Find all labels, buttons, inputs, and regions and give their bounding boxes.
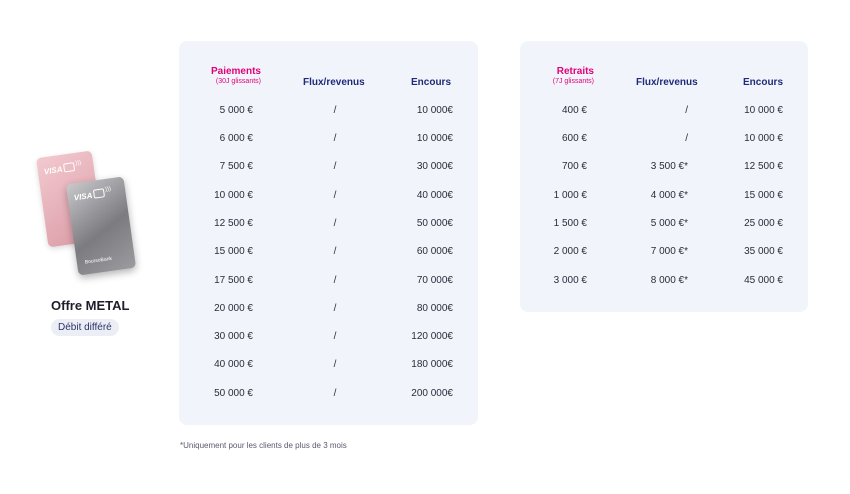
offer-title: Offre METAL — [51, 298, 130, 313]
withdrawal-amount: 3 000 € — [553, 275, 587, 286]
withdrawal-amount: 1 500 € — [553, 218, 587, 229]
withdrawals-encours-header: Encours — [743, 77, 784, 88]
bank-logo: BoursoBank — [84, 255, 113, 266]
payment-flux: / — [333, 190, 337, 201]
payment-encours: 30 000€ — [416, 161, 453, 172]
payment-encours: 180 000€ — [411, 359, 453, 370]
payments-flux-header: Flux/revenus — [303, 77, 365, 88]
payment-amount: 15 000 € — [214, 246, 253, 257]
withdrawal-flux: 7 000 €* — [650, 246, 688, 257]
payment-amount: 10 000 € — [214, 190, 253, 201]
withdrawal-amount: 600 € — [561, 133, 587, 144]
payment-amount: 17 500 € — [214, 275, 253, 286]
payment-amount: 20 000 € — [214, 303, 253, 314]
withdrawal-flux: 4 000 €* — [650, 190, 688, 201]
payment-encours: 10 000€ — [416, 133, 453, 144]
contactless-icon: ))) — [74, 160, 82, 167]
withdrawal-encours: 35 000 € — [744, 246, 783, 257]
payment-encours: 70 000€ — [416, 275, 453, 286]
payment-amount: 50 000 € — [214, 388, 253, 399]
payment-flux: / — [333, 105, 337, 116]
withdrawal-encours: 15 000 € — [744, 190, 783, 201]
withdrawal-flux: 5 000 €* — [650, 218, 688, 229]
payments-encours-header: Encours — [411, 77, 452, 88]
contactless-icon: ))) — [104, 186, 112, 194]
withdrawal-flux: / — [685, 105, 688, 116]
footnote: *Uniquement pour les clients de plus de 3 mois — [180, 441, 347, 450]
withdrawals-header: Retraits (7J glissants) — [516, 66, 594, 85]
chip-icon — [93, 188, 105, 198]
payment-amount: 5 000 € — [219, 105, 253, 116]
visa-logo: VISA — [73, 190, 93, 203]
payment-encours: 50 000€ — [416, 218, 453, 229]
payment-flux: / — [333, 331, 337, 342]
withdrawal-amount: 1 000 € — [553, 190, 587, 201]
metal-card-image — [66, 176, 136, 275]
withdrawal-amount: 2 000 € — [553, 246, 587, 257]
payment-flux: / — [333, 359, 337, 370]
chip-icon — [63, 162, 75, 172]
payment-amount: 12 500 € — [214, 218, 253, 229]
payment-flux: / — [333, 218, 337, 229]
withdrawal-flux: 3 500 €* — [650, 161, 688, 172]
payment-flux: / — [333, 303, 337, 314]
payment-encours: 80 000€ — [416, 303, 453, 314]
payment-encours: 10 000€ — [416, 105, 453, 116]
payment-flux: / — [333, 246, 337, 257]
withdrawal-encours: 25 000 € — [744, 218, 783, 229]
payment-encours: 60 000€ — [416, 246, 453, 257]
payments-header: Paiements (30J glissants) — [183, 66, 261, 85]
withdrawal-amount: 700 € — [561, 161, 587, 172]
withdrawals-subheader: (7J glissants) — [552, 78, 594, 85]
withdrawal-flux: 8 000 €* — [650, 275, 688, 286]
withdrawal-encours: 10 000 € — [744, 133, 783, 144]
payment-flux: / — [333, 275, 337, 286]
withdrawal-encours: 10 000 € — [744, 105, 783, 116]
payment-flux: / — [333, 161, 337, 172]
payment-amount: 40 000 € — [214, 359, 253, 370]
withdrawal-amount: 400 € — [561, 105, 587, 116]
payment-amount: 7 500 € — [219, 161, 253, 172]
debit-type-badge: Débit différé — [51, 319, 119, 336]
withdrawal-encours: 45 000 € — [744, 275, 783, 286]
payment-encours: 200 000€ — [411, 388, 453, 399]
payment-encours: 40 000€ — [416, 190, 453, 201]
payment-amount: 6 000 € — [219, 133, 253, 144]
withdrawal-encours: 12 500 € — [744, 161, 783, 172]
payment-flux: / — [333, 133, 337, 144]
card-illustration — [38, 150, 148, 285]
payment-amount: 30 000 € — [214, 331, 253, 342]
payment-flux: / — [333, 388, 337, 399]
payments-subheader: (30J glissants) — [215, 78, 261, 85]
visa-logo: VISA — [43, 164, 64, 177]
payment-encours: 120 000€ — [411, 331, 453, 342]
withdrawals-flux-header: Flux/revenus — [636, 77, 698, 88]
withdrawal-flux: / — [685, 133, 688, 144]
